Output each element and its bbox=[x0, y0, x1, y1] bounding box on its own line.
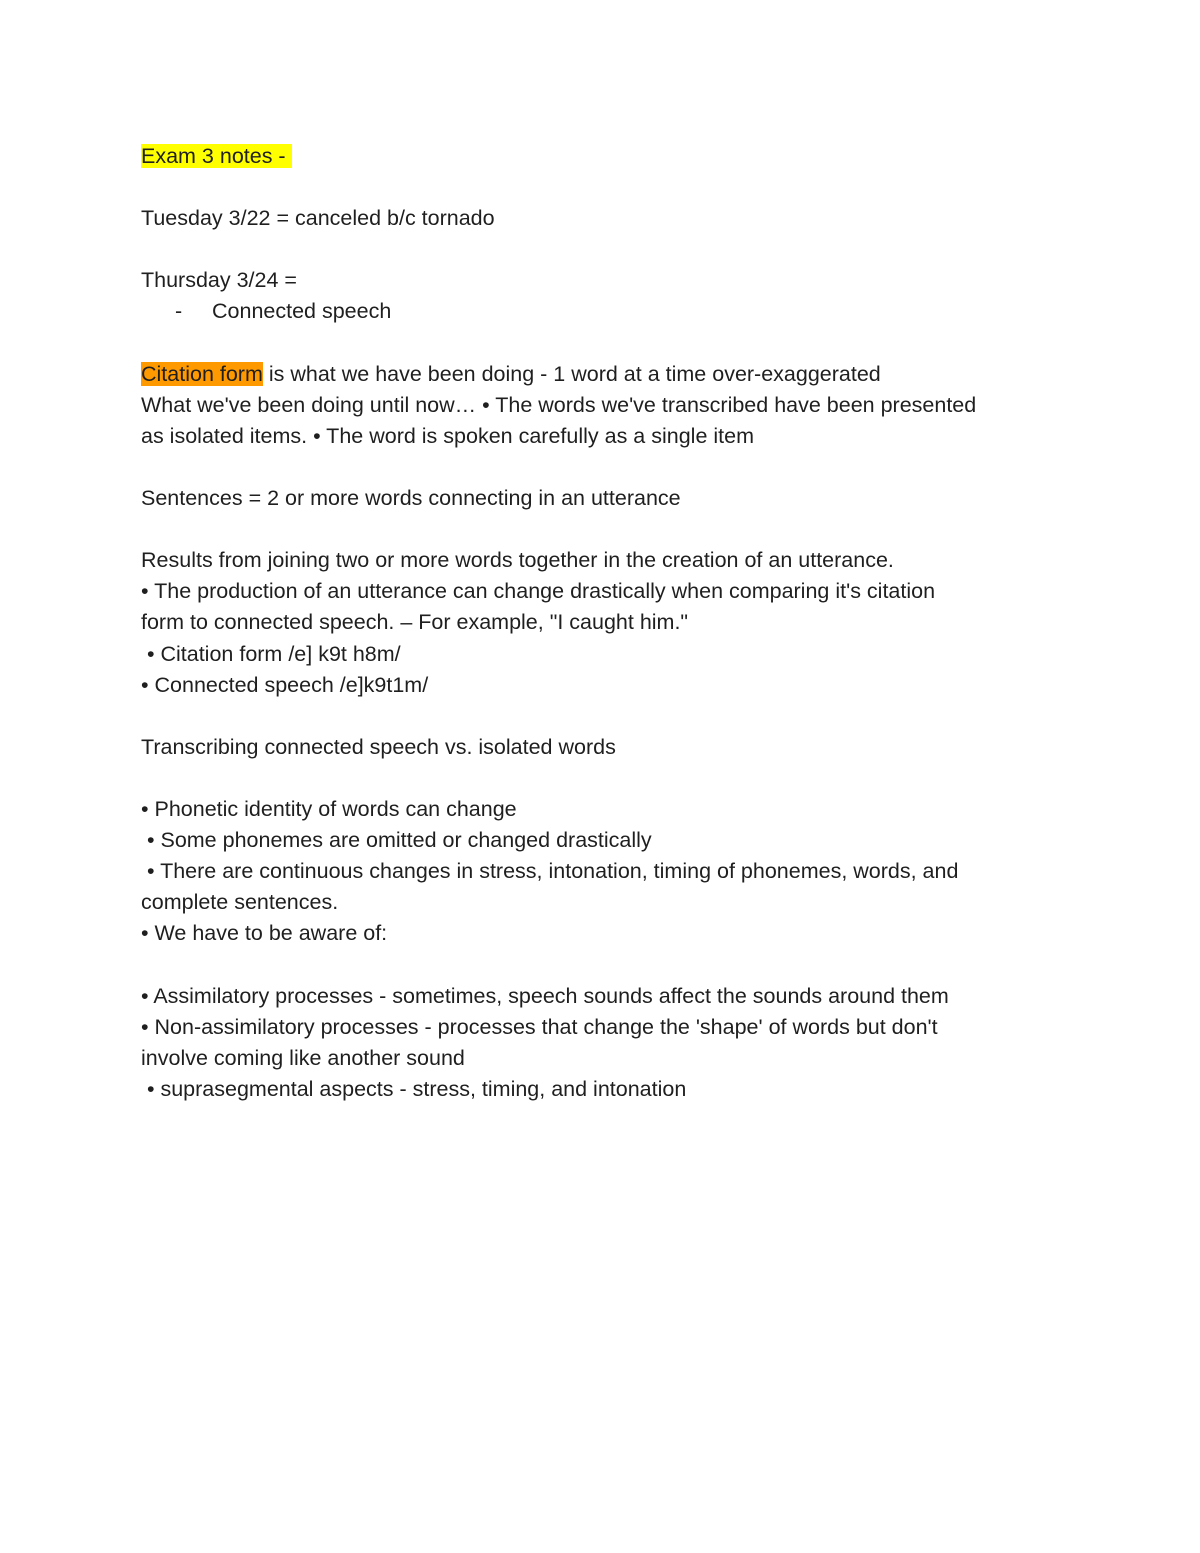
results-line-2: • The production of an utterance can change drastically when comparing it's citation bbox=[141, 579, 936, 604]
results-line-5: • Connected speech /e]k9t1m/ bbox=[141, 672, 429, 697]
blank-line bbox=[141, 701, 1081, 732]
results-line-3: form to connected speech. – For example, "I caught him." bbox=[141, 610, 689, 635]
thursday-line: Thursday 3/24 = bbox=[141, 268, 297, 293]
process-line-2: • Non-assimilatory processes - processes that change the 'shape' of words but don't bbox=[141, 1014, 938, 1039]
notes-title-line bbox=[141, 141, 1081, 172]
thursday-list-item bbox=[141, 296, 1081, 327]
phonetic-line-3: • There are continuous changes in stress, intonation, timing of phonemes, words, and bbox=[141, 859, 959, 884]
document-page bbox=[141, 141, 1081, 1105]
tuesday-line: Tuesday 3/22 = canceled b/c tornado bbox=[141, 206, 495, 231]
phonetic-line-1: • Phonetic identity of words can change bbox=[141, 796, 517, 821]
phonetic-line-5: • We have to be aware of: bbox=[141, 921, 388, 946]
blank-line bbox=[141, 328, 1081, 359]
until-now-line-1: What we've been doing until now… • The words we've transcribed have been presented bbox=[141, 392, 977, 417]
list-item-text: Connected speech bbox=[212, 299, 392, 324]
citation-form-text: is what we have been doing - 1 word at a time over-exaggerated bbox=[262, 361, 881, 386]
transcribing-line: Transcribing connected speech vs. isolated words bbox=[141, 734, 616, 759]
results-line-4: • Citation form /e] k9t h8m/ bbox=[141, 641, 401, 666]
phonetic-line-4: complete sentences. bbox=[141, 890, 339, 915]
citation-form-line bbox=[141, 359, 1081, 390]
process-line-1: • Assimilatory processes - sometimes, speech sounds affect the sounds around them bbox=[141, 983, 949, 1008]
blank-line bbox=[141, 763, 1081, 794]
notes-title: Exam 3 notes - bbox=[141, 144, 292, 168]
until-now-line-2: as isolated items. • The word is spoken carefully as a single item bbox=[141, 423, 754, 448]
blank-line bbox=[141, 514, 1081, 545]
phonetic-line-2: • Some phonemes are omitted or changed drastically bbox=[141, 828, 652, 853]
blank-line bbox=[141, 452, 1081, 483]
process-line-4: • suprasegmental aspects - stress, timing, and intonation bbox=[141, 1076, 687, 1101]
blank-line bbox=[141, 949, 1081, 980]
sentences-line: Sentences = 2 or more words connecting in an utterance bbox=[141, 486, 681, 511]
blank-line bbox=[141, 172, 1081, 203]
blank-line bbox=[141, 234, 1081, 265]
citation-form-highlight: Citation form bbox=[141, 361, 263, 386]
process-line-3: involve coming like another sound bbox=[141, 1045, 465, 1070]
list-dash: - bbox=[175, 299, 183, 324]
results-line-1: Results from joining two or more words together in the creation of an utterance. bbox=[141, 548, 894, 573]
